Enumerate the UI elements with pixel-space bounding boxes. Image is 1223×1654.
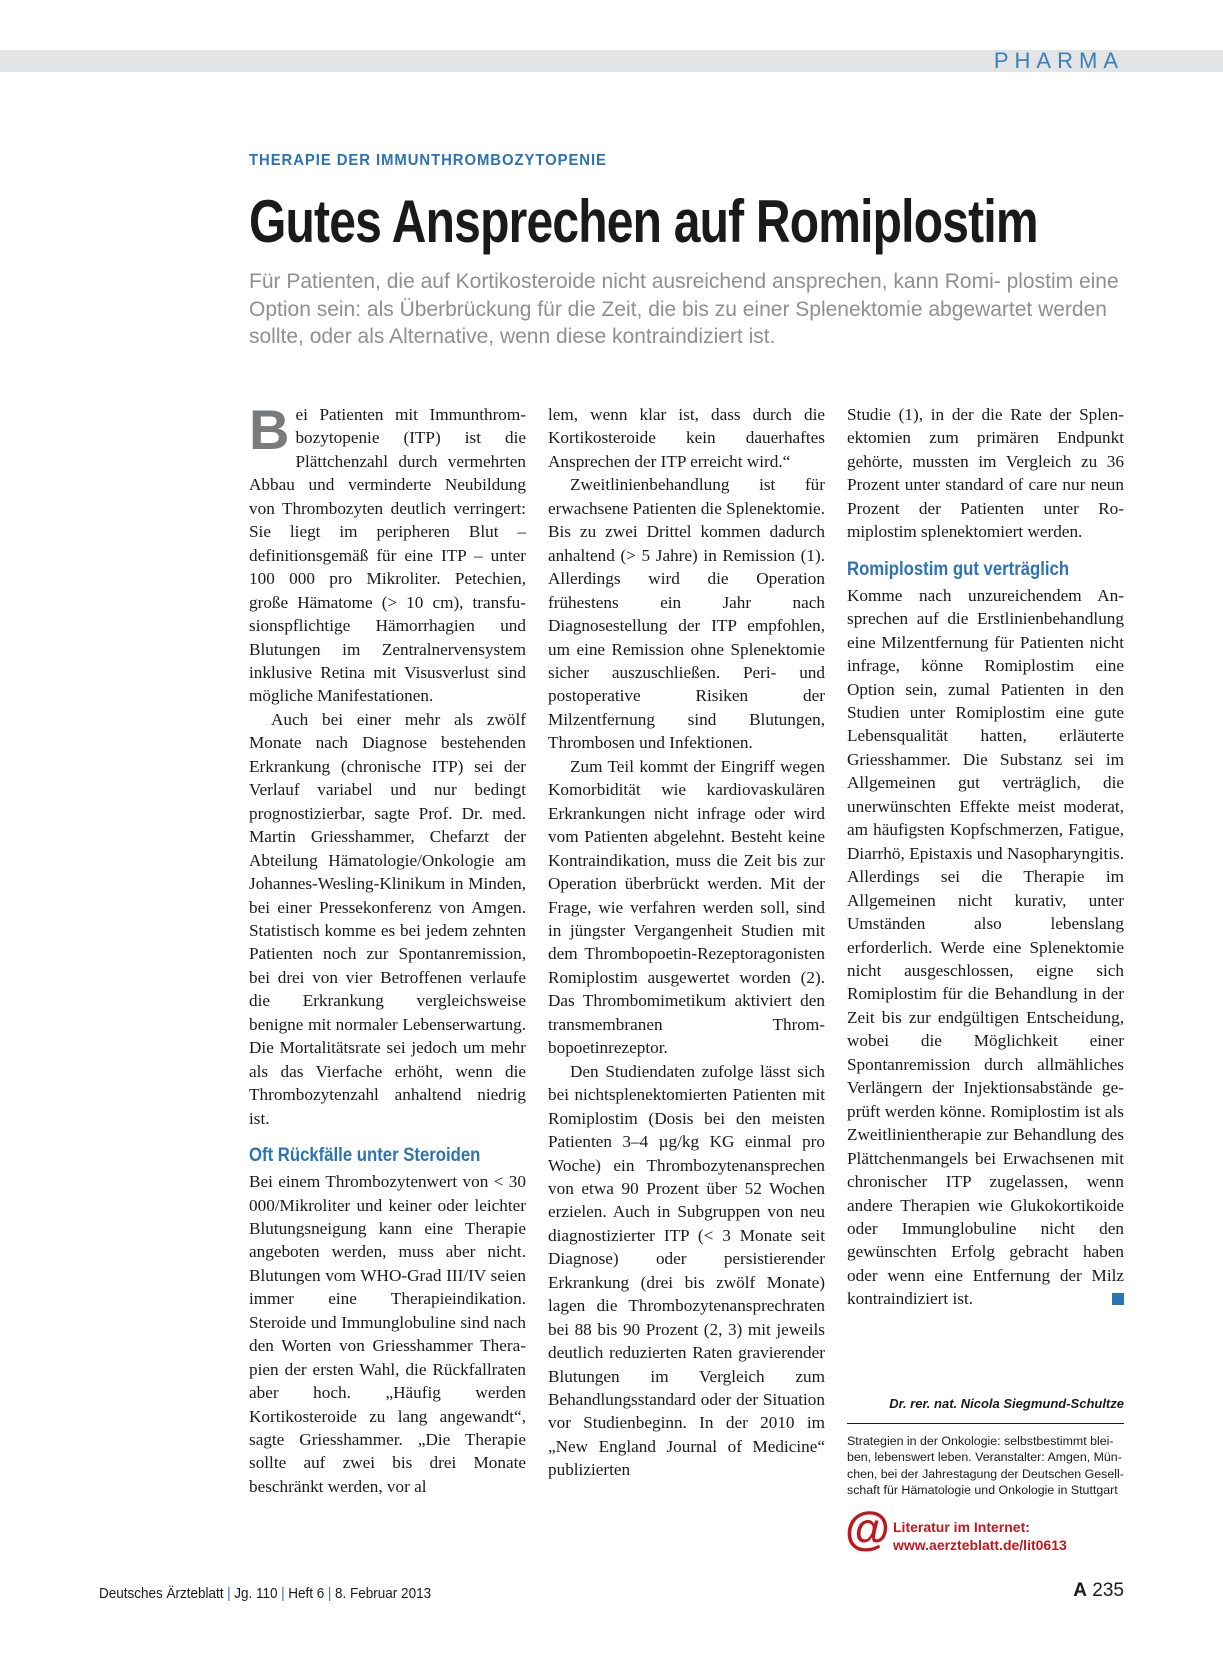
volume: Jg. 110 <box>234 1585 278 1602</box>
literature-url[interactable]: www.aerzteblatt.de/lit0613 <box>893 1537 1067 1553</box>
separator: | <box>227 1585 231 1602</box>
paragraph: Studie (1), in der die Rate der Splenektomien zum primären Endpunkt gehörte, mussten im Vergleich zu 36 Prozent unter standard of care nur neun Prozent der Patienten unter Romiplostim splenektomiert werden. <box>847 405 1124 542</box>
separator: | <box>281 1585 285 1602</box>
issue: Heft 6 <box>288 1585 325 1602</box>
subheading: Oft Rückfälle unter Steroiden <box>249 1145 481 1167</box>
separator: | <box>327 1585 332 1602</box>
end-mark-icon <box>1112 1293 1124 1305</box>
drop-cap: B <box>249 398 290 461</box>
paragraph: ei Patienten mit Immunthrombozytopenie (ITP) ist die Plättchenzahl durch vermehrten Abbau und verminderte Neubildung von Thrombozyten deutlich verringert: Sie liegt im peripheren Blut – definitionsgemäß für eine ITP – unter 100 000 pro Mikroliter. Petechien, große Hämatome (> 10 cm), transfusionspflichtige Hämorrhagien und Blutungen im Zentralnervensystem inklusive Retina mit Visusverlust sind mögliche Manifestationen. <box>249 405 526 706</box>
literature-label: Literatur im Internet: <box>893 1519 1030 1535</box>
article-kicker: THERAPIE DER IMMUNTHROMBOZYTOPENIE <box>249 152 607 169</box>
divider <box>847 1423 1124 1424</box>
paragraph: Auch bei einer mehr als zwölf Monate nach Diagnose bestehenden Erkrankung (chronische ITP) sei der Verlauf variabel und nur bedingt prognostizierbar, sagte Prof. Dr. med. Martin Griesshammer, Chefarzt der Abteilung Hämatologie/Onkologie am Johannes-Wesling-Klinikum in Minden, bei einer Pressekonferenz von Amgen. Statistisch komme es bei jedem zehnten Patienten noch zur Spontanremission, bei drei von vier Betroffenen verlaufe die Erkrankung vergleichsweise benigne mit normaler Lebenserwartung. Die Mortalitätsrate sei jedoch um mehr als das Vierfache erhöht, wenn die Thrombozytenzahl anhaltend niedrig ist. <box>249 709 526 1128</box>
page-prefix: A <box>1073 1580 1088 1601</box>
paragraph-text: Komme nach unzureichendem Ansprechen auf die Erstlinienbehandlung eine Milzentfernung für Patienten nicht infrage, könne Romiplostim eine Option sein, zumal Patienten in den Studien unter Romiplostim eine gute Lebensqualität hatten, erläuterte Griesshammer. Die Substanz sei im Allgemeinen gut verträglich, die unerwünschten Effekte meist moderat, am häufigsten Kopfschmerzen, Fatigue, Diarrhö, Epistaxis und Nasopharyngitis. Allerdings sei die Therapie im Allgemeinen nicht kurativ, unter Umständen also lebenslang erforderlich. Werde eine Splenektomie nicht ausgeschlossen, eigne sich Romiplostim für die Behandlung in der Zeit bis zur endgültigen Entscheidung, wobei die Möglichkeit einer Spontanremission durch allmähliches Verlängern der Injektionsabstände geprüft werden könne. Romiplostim ist als Zweitlinientherapie zur Behandlung des Plättchenmangels bei Erwachsenen mit chronischer ITP zugelassen, wenn andere Therapien wie Glukokortikoide oder Immunglobuline nicht den gewünschten Erfolg gebracht haben oder wenn eine Entfernung der Milz kontraindiziert ist. <box>847 585 1124 1309</box>
subheading: Romiplostim gut verträglich <box>847 558 1070 580</box>
article-title: Gutes Ansprechen auf Romiplostim <box>249 188 1038 255</box>
paragraph: Den Studiendaten zufolge lässt sich bei nichtsplenektomierten Patienten mit Romiplostim (Dosis bei den meisten Patienten 3–4 µg/kg KG einmal pro Woche) ein Thrombozytenansprechen von etwa 90 Prozent über 52 Wochen erzielen. Auch in Subgruppen von neu diagnostizierter ITP (< 3 Monate seit Diagnose) oder persistierender Erkrankung (drei bis zwölf Monate) lagen die Thrombozytenansprechraten bei 88 bis 90 Prozent (2, 3) mit jeweils deutlich reduzierten Raten gravierender Blutungen im Vergleich zum Behandlungsstandard oder der Situation vor Studienbeginn. In der 2010 im „New England Journal of Medicine“ publizierten <box>548 1061 825 1480</box>
column-3 <box>847 403 1124 1311</box>
paragraph-last <box>847 584 1124 1311</box>
column-1 <box>249 398 526 1498</box>
literature-link[interactable] <box>893 1518 1067 1554</box>
paragraph: Zum Teil kommt der Eingriff wegen Komorbidität wie kardiovaskulären Erkrankungen nicht infrage oder wird vom Patienten abgelehnt. Besteht keine Kontraindikation, muss die Zeit bis zur Operation überbrückt werden. Mit der Frage, wie verfahren werden soll, sind in jüngster Vergangenheit Studien mit dem Thrombopoetin-Rezeptoragonisten Romiplostim ausgewertet worden (2). Das Thrombomimetikum aktiviert den transmembranen Thrombopoetinrezeptor. <box>548 756 825 1058</box>
source-note: Strategien in der Onkologie: selbstbestimmt bleiben, lebenswert leben. Veranstalter: Amgen, München, bei der Jahrestagung der Deutschen Gesellschaft für Hämatologie und Onkologie in Stuttgart <box>847 1434 1124 1498</box>
author-byline: Dr. rer. nat. Nicola Siegmund-Schultze <box>889 1396 1124 1411</box>
paragraph: Zweitlinienbehandlung ist für erwachsene Patienten die Splenektomie. Bis zu zwei Drittel kommen dadurch anhaltend (> 5 Jahre) in Remission (1). Allerdings wird die Operation frühestens ein Jahr nach Diagnosestellung der ITP empfohlen, um eine Remission ohne Splenektomie sicher auszuschließen. Peri- und postoperative Risiken der Milzentfernung sind Blutungen, Thrombosen und Infektionen. <box>548 475 825 753</box>
date: 8. Februar 2013 <box>335 1585 432 1602</box>
column-2 <box>548 403 825 1482</box>
section-label: PHARMA <box>993 48 1124 73</box>
at-sign-icon: @ <box>845 1502 890 1554</box>
footer-citation <box>99 1585 431 1602</box>
page-number <box>1073 1580 1124 1602</box>
page-value: 235 <box>1092 1580 1124 1601</box>
paragraph: Bei einem Thrombozytenwert von < 30 000/Mikroliter und keiner oder leichter Blutungsneigung kann eine Therapie angeboten werden, muss aber nicht. Blutungen vom WHO-Grad III/IV seien immer eine Therapieindikation. Steroide und Immunglobuline sind nach den Worten von Griesshammer Therapien der ersten Wahl, die Rückfallraten aber hoch. „Häufig werden Kortikosteroide zu lang angewandt“, sagte Griesshammer. „Die Therapie sollte auf zwei bis drei Monate beschränkt werden, vor al <box>249 1172 526 1496</box>
paragraph: lem, wenn klar ist, dass durch die Kortikosteroide kein dauerhaftes Ansprechen der ITP erreicht wird.“ <box>548 405 825 471</box>
journal-name: Deutsches Ärzteblatt <box>99 1585 224 1602</box>
article-lead: Für Patienten, die auf Kortikosteroide nicht ausreichend ansprechen, kann Romi- plostim eine Option sein: als Überbrückung für die Zeit, die bis zu einer Splenektomie abgewartet werden sollte, oder als Alternative, wenn diese kontraindiziert ist. <box>249 270 1119 348</box>
